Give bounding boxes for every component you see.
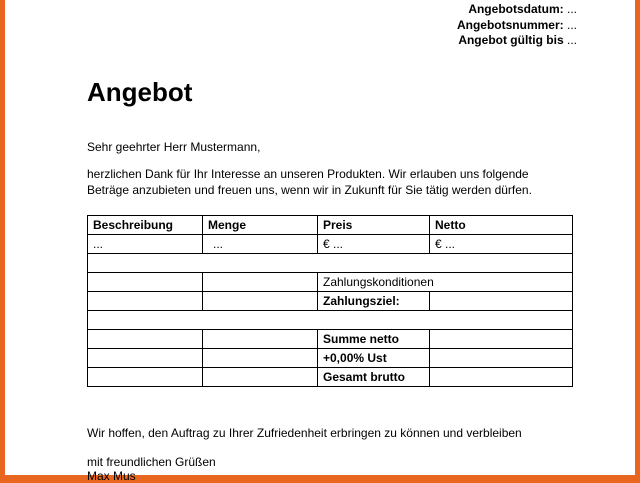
payment-conditions-label: Zahlungskonditionen bbox=[318, 273, 573, 292]
payment-term-row bbox=[88, 292, 573, 311]
signature-name: Max Mus bbox=[87, 469, 136, 483]
cell-quantity: ... bbox=[203, 235, 318, 254]
net-sum-label: Summe netto bbox=[318, 330, 430, 349]
offer-valid-line: Angebot gültig bis ... bbox=[458, 33, 577, 47]
offer-table bbox=[87, 215, 573, 387]
header-net: Netto bbox=[430, 216, 573, 235]
header-price: Preis bbox=[318, 216, 430, 235]
offer-date-line: Angebotsdatum: ... bbox=[468, 2, 577, 16]
intro-paragraph bbox=[87, 166, 532, 198]
vat-row bbox=[88, 349, 573, 368]
table-row-empty bbox=[88, 254, 573, 273]
payment-term-value bbox=[430, 292, 573, 311]
table-row bbox=[88, 235, 573, 254]
table-header-row bbox=[88, 216, 573, 235]
intro-line-1: herzlichen Dank für Ihr Interesse an unseren Produkten. Wir erlauben uns folgende bbox=[87, 167, 529, 181]
vat-value bbox=[430, 349, 573, 368]
salutation: Sehr geehrter Herr Mustermann, bbox=[87, 140, 261, 154]
regards: mit freundlichen Grüßen bbox=[87, 455, 216, 469]
cell-price: € ... bbox=[318, 235, 430, 254]
payment-term-label: Zahlungsziel: bbox=[318, 292, 430, 311]
net-sum-row bbox=[88, 330, 573, 349]
intro-line-2: Beträge anzubieten und freuen uns, wenn wir in Zukunft für Sie tätig werden dürfen. bbox=[87, 183, 532, 197]
net-sum-value bbox=[430, 330, 573, 349]
gross-total-value bbox=[430, 368, 573, 387]
cell-net: € ... bbox=[430, 235, 573, 254]
vat-label: +0,00% Ust bbox=[318, 349, 430, 368]
offer-meta bbox=[457, 2, 577, 49]
gross-total-label: Gesamt brutto bbox=[318, 368, 430, 387]
header-quantity: Menge bbox=[203, 216, 318, 235]
closing-line: Wir hoffen, den Auftrag zu Ihrer Zufriedenheit erbringen zu können und verbleiben bbox=[87, 426, 522, 440]
table-row-empty bbox=[88, 311, 573, 330]
cell-description: ... bbox=[88, 235, 203, 254]
offer-number-line: Angebotsnummer: ... bbox=[456, 17, 577, 32]
header-description: Beschreibung bbox=[88, 216, 203, 235]
document-title: Angebot bbox=[87, 77, 193, 107]
gross-total-row bbox=[88, 368, 573, 387]
document-page bbox=[5, 0, 635, 483]
payment-conditions-row bbox=[88, 273, 573, 292]
